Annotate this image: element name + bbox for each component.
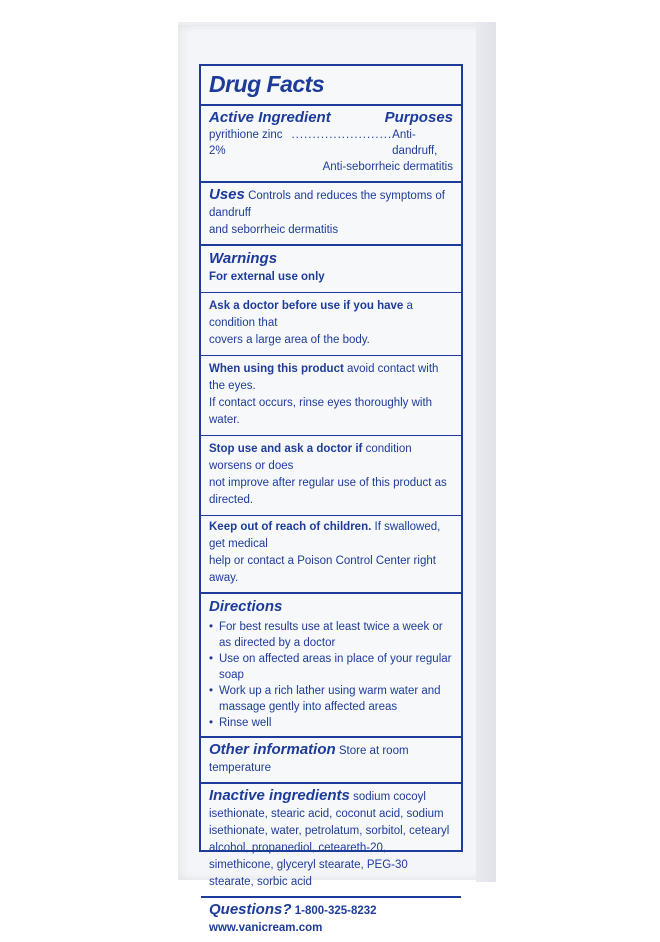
stop-use-text-2: not improve after regular use of this product as directed. xyxy=(209,477,447,506)
directions-section xyxy=(201,594,461,738)
active-ingredient-section xyxy=(201,106,461,183)
inactive-ingredients-text: sodium cocoyl isethionate, stearic acid, coconut acid, sodium isethionate, water, petrolatum, sorbitol, cetearyl alcohol, propanediol, ceteareth-20, simethicone, glyceryl stearate, PEG-30 stearate, sorbic acid xyxy=(209,791,450,888)
questions-section xyxy=(201,898,461,942)
uses-text-2: and seborrheic dermatitis xyxy=(209,224,339,236)
warnings-header: Warnings xyxy=(209,250,278,267)
drug-facts-panel xyxy=(199,64,463,934)
when-using-bold: When using this product xyxy=(209,363,344,375)
stop-use-bold: Stop use and ask a doctor if xyxy=(209,443,363,455)
other-information-text: Store at room temperature xyxy=(209,745,409,774)
directions-header: Directions xyxy=(209,598,283,615)
other-information-header: Other information xyxy=(209,741,336,758)
other-information-section xyxy=(201,738,461,784)
ask-doctor-text-2: covers a large area of the body. xyxy=(209,334,370,346)
questions-header: Questions? xyxy=(209,901,292,918)
uses-text-1: Controls and reduces the symptoms of dandruff xyxy=(209,190,445,219)
keep-out-section xyxy=(201,516,461,594)
purposes-header: Purposes xyxy=(384,109,453,126)
direction-item: • For best results use at least twice a week or as directed by a doctor xyxy=(209,619,453,651)
drug-facts-title-section xyxy=(201,66,461,106)
purpose-2: Anti-seborrheic dermatitis xyxy=(322,161,453,173)
keep-out-text: If swallowed, get medical xyxy=(209,521,441,550)
directions-list xyxy=(209,619,453,731)
uses-header: Uses xyxy=(209,186,245,203)
when-using-text: avoid contact with the eyes. xyxy=(209,363,439,392)
ask-doctor-section xyxy=(201,293,461,356)
direction-item: • Use on affected areas in place of your regular soap xyxy=(209,651,453,683)
leader-dots: ........................ xyxy=(291,129,393,141)
box-side-fold xyxy=(476,22,496,882)
keep-out-text-2: help or contact a Poison Control Center right away. xyxy=(209,555,436,584)
active-ingredient-header: Active Ingredient xyxy=(209,109,331,126)
active-ingredient-name: pyrithione zinc 2% xyxy=(209,129,283,157)
warnings-header-section xyxy=(201,246,461,293)
questions-text: 1-800-325-8232 www.vanicream.com xyxy=(209,905,377,934)
drug-facts-title: Drug Facts xyxy=(209,71,325,97)
when-using-section xyxy=(201,356,461,436)
inactive-ingredients-header: Inactive ingredients xyxy=(209,787,350,804)
ask-doctor-text: a condition that xyxy=(209,300,413,329)
inactive-ingredients-section xyxy=(201,784,461,898)
purpose-1: Anti-dandruff, xyxy=(392,129,438,157)
ask-doctor-bold: Ask a doctor before use if you have xyxy=(209,300,404,312)
direction-item: • Work up a rich lather using warm water and massage gently into affected areas xyxy=(209,683,453,715)
uses-section xyxy=(201,183,461,246)
stop-use-text: condition worsens or does xyxy=(209,443,412,472)
when-using-text-2: If contact occurs, rinse eyes thoroughly with water. xyxy=(209,397,433,426)
external-use-only: For external use only xyxy=(209,271,325,283)
keep-out-bold: Keep out of reach of children. xyxy=(209,521,372,533)
stop-use-section xyxy=(201,436,461,516)
direction-item: • Rinse well xyxy=(209,715,453,731)
